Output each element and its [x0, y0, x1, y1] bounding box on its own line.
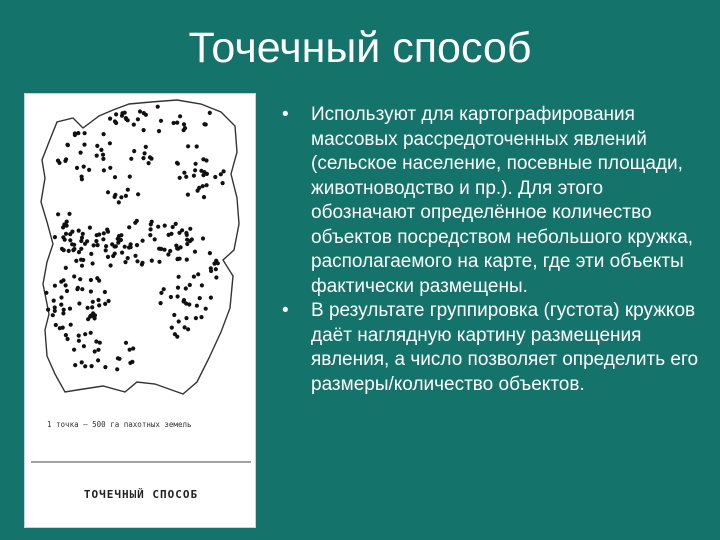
map-dot	[91, 261, 95, 265]
map-dot	[177, 231, 181, 235]
map-dot	[80, 360, 84, 364]
map-dot	[103, 365, 107, 369]
map-dot	[195, 144, 199, 148]
bullet-text: В результате группировка (густота) кружков даёт наглядную картину размещения явления, а число позволяет определить его размеры/количество объектов.	[311, 300, 699, 395]
map-dot	[143, 151, 147, 155]
map-dot	[95, 154, 99, 158]
map-dot	[119, 195, 123, 199]
map-dot	[104, 248, 108, 252]
map-dot	[174, 222, 178, 226]
map-dot	[77, 334, 81, 338]
map-dot	[135, 219, 139, 223]
map-dot	[72, 348, 76, 352]
map-dot	[65, 289, 69, 293]
map-dot	[208, 111, 212, 115]
map-dot	[209, 269, 213, 273]
map-legend: 1 точка — 500 га пахотных земель	[47, 420, 192, 429]
map-caption: ТОЧЕЧНЫЙ СПОСОБ	[83, 488, 199, 501]
map-dot	[193, 168, 197, 172]
map-dot	[72, 274, 76, 278]
map-dot	[163, 224, 167, 228]
map-dot	[213, 175, 217, 179]
map-dot	[80, 177, 84, 181]
map-dot	[91, 300, 95, 304]
map-dot	[108, 141, 112, 145]
map-dot	[124, 341, 128, 345]
map-dot	[153, 237, 157, 241]
map-dot	[178, 114, 182, 118]
map-dot	[194, 162, 198, 166]
bullet-item	[282, 299, 712, 397]
map-dot	[169, 295, 173, 299]
map-dot	[97, 303, 101, 307]
map-dot	[142, 128, 146, 132]
map-dot	[82, 143, 86, 147]
map-dot	[197, 186, 201, 190]
map-dot	[157, 247, 161, 251]
map-dot	[74, 259, 78, 263]
map-dot	[127, 225, 131, 229]
map-dot	[128, 348, 132, 352]
territory-outline	[41, 100, 239, 394]
map-dot	[176, 294, 180, 298]
map-dot	[128, 175, 132, 179]
map-dot	[208, 251, 212, 255]
map-dot	[104, 244, 108, 248]
map-dot	[61, 311, 65, 315]
map-dot	[89, 289, 93, 293]
dot-map-image	[24, 93, 256, 528]
map-dot	[110, 242, 114, 246]
map-dot	[90, 305, 94, 309]
map-dot	[99, 148, 103, 152]
map-dot	[88, 226, 92, 230]
map-dot	[109, 263, 113, 267]
map-dot	[156, 225, 160, 229]
map-dot	[123, 245, 127, 249]
map-dot	[68, 238, 72, 242]
map-dot	[77, 301, 81, 305]
map-dot	[98, 341, 102, 345]
map-dot	[132, 123, 136, 127]
map-dot	[185, 233, 189, 237]
map-dot	[201, 157, 205, 161]
map-dot	[92, 243, 96, 247]
map-dot	[72, 243, 76, 247]
map-dot	[53, 309, 57, 313]
map-dot	[167, 233, 171, 237]
map-dot	[113, 195, 117, 199]
map-dot	[135, 243, 139, 247]
map-dot	[94, 239, 98, 243]
map-dot	[174, 244, 178, 248]
map-dot	[176, 257, 180, 261]
map-dot	[96, 243, 100, 247]
bullet-marker: •	[282, 300, 289, 321]
map-dot	[69, 323, 73, 327]
map-dot	[54, 323, 58, 327]
map-dot	[111, 254, 115, 258]
map-dot	[106, 190, 110, 194]
map-dot	[157, 129, 161, 133]
map-dot	[68, 232, 72, 236]
map-dot	[101, 237, 105, 241]
map-dot	[141, 156, 145, 160]
bullet-item	[282, 103, 712, 299]
bullet-marker: •	[282, 104, 289, 125]
map-dot	[184, 286, 188, 290]
map-dot	[214, 275, 218, 279]
map-dot	[119, 233, 123, 237]
map-dot	[144, 145, 148, 149]
map-dot	[135, 259, 139, 263]
map-dot	[106, 255, 110, 259]
map-dot	[136, 192, 140, 196]
map-dot	[63, 238, 67, 242]
map-dot	[89, 252, 93, 256]
map-dot	[78, 277, 82, 281]
map-dot	[90, 364, 94, 368]
map-dot	[138, 109, 142, 113]
map-dot	[185, 238, 189, 242]
map-dot	[131, 346, 135, 350]
map-dot	[126, 188, 130, 192]
map-dot	[93, 313, 97, 317]
map-dot	[114, 112, 118, 116]
map-dot	[173, 332, 177, 336]
map-dot	[205, 183, 209, 187]
map-dot	[82, 165, 86, 169]
bullet-list	[282, 103, 712, 397]
map-dot	[108, 117, 112, 121]
map-dot	[83, 332, 87, 336]
map-dot	[147, 161, 151, 165]
map-dot	[171, 225, 175, 229]
map-dot	[102, 132, 106, 136]
map-dot	[124, 117, 128, 121]
map-dot	[130, 360, 134, 364]
map-dot	[175, 121, 179, 125]
map-dot	[60, 247, 64, 251]
map-dot	[170, 326, 174, 330]
map-dot	[67, 212, 71, 216]
map-dot	[102, 168, 106, 172]
map-dot	[120, 251, 124, 255]
map-dot	[221, 181, 225, 185]
map-dot	[192, 275, 196, 279]
map-dot	[148, 155, 152, 159]
map-dot	[184, 316, 188, 320]
map-dot	[97, 279, 101, 283]
map-dot	[59, 303, 63, 307]
map-dot	[204, 307, 208, 311]
map-dot	[101, 157, 105, 161]
map-dot	[204, 122, 208, 126]
map-dot	[113, 175, 117, 179]
map-dot	[123, 111, 127, 115]
map-dot	[73, 363, 77, 367]
map-dot	[177, 275, 181, 279]
map-dot	[97, 232, 101, 236]
map-dot	[81, 232, 85, 236]
map-dot	[196, 272, 200, 276]
map-dot	[83, 242, 87, 246]
map-dot	[83, 131, 87, 135]
map-dot	[79, 239, 83, 243]
map-dot	[198, 296, 202, 300]
map-dot	[81, 258, 85, 262]
map-dot	[53, 284, 57, 288]
map-dot	[168, 249, 172, 253]
map-dot	[188, 227, 192, 231]
map-dot	[195, 304, 199, 308]
map-dot	[107, 299, 111, 303]
map-dot	[156, 105, 160, 109]
map-dot	[214, 267, 218, 271]
map-dot	[209, 296, 213, 300]
map-dot	[162, 287, 166, 291]
map-dot	[175, 161, 179, 165]
map-dot	[141, 239, 145, 243]
map-dot	[96, 298, 100, 302]
map-dot	[61, 278, 65, 282]
map-dot	[188, 283, 192, 287]
map-dot	[199, 169, 203, 173]
map-dot	[86, 306, 90, 310]
map-dot	[194, 316, 198, 320]
map-dot	[108, 166, 112, 170]
map-dot	[176, 286, 180, 290]
map-dot	[64, 333, 68, 337]
map-dot	[68, 307, 72, 311]
map-dot	[184, 175, 188, 179]
map-dot	[117, 200, 121, 204]
map-dot	[103, 302, 107, 306]
dot-layer	[44, 105, 225, 372]
map-dot	[150, 259, 154, 263]
map-dot	[192, 174, 196, 178]
map-dot	[219, 172, 223, 176]
map-dot	[183, 126, 187, 130]
map-dot	[205, 172, 209, 176]
map-dot	[200, 283, 204, 287]
map-dot	[87, 168, 91, 172]
map-dot	[52, 299, 56, 303]
map-dot	[177, 319, 181, 323]
map-dot	[115, 367, 119, 371]
map-dot	[96, 348, 100, 352]
map-dot	[133, 254, 137, 258]
map-dot	[53, 235, 57, 239]
map-dot	[214, 259, 218, 263]
map-dot	[64, 232, 68, 236]
map-dot	[102, 231, 106, 235]
map-dot	[44, 291, 48, 295]
map-dot	[162, 248, 166, 252]
map-dot	[65, 143, 69, 147]
map-dot	[103, 290, 107, 294]
map-dot	[116, 356, 120, 360]
slide-title: Точечный способ	[188, 24, 532, 72]
bullet-text: Используют для картографирования массовых рассредоточенных явлений (сельское население, посевные площади, животноводство и пр.). Для этого обозначают определённое количество объектов посредством небольшого кружка, располагаемого на карте, где эти объекты фактически размещены.	[311, 104, 694, 297]
map-dot	[79, 151, 83, 155]
map-dot	[71, 248, 75, 252]
map-dot	[101, 153, 105, 157]
map-dot	[77, 339, 81, 343]
map-dot	[64, 283, 68, 287]
map-dot	[159, 301, 163, 305]
map-dot	[77, 250, 81, 254]
map-dot	[185, 242, 189, 246]
map-dot	[67, 249, 71, 253]
map-dot	[59, 295, 63, 299]
map-dot	[132, 149, 136, 153]
map-dot	[201, 236, 205, 240]
map-dot	[95, 144, 99, 148]
map-dot	[136, 117, 140, 121]
map-dot	[62, 222, 66, 226]
map-dot	[129, 242, 133, 246]
map-dot	[148, 233, 152, 237]
map-dot	[190, 237, 194, 241]
map-dot	[61, 326, 65, 330]
map-dot	[89, 278, 93, 282]
map-dot	[82, 344, 86, 348]
map-dot	[76, 286, 80, 290]
map-dot	[51, 313, 55, 317]
map-dot	[77, 229, 81, 233]
map-dot	[184, 301, 188, 305]
map-dot	[202, 195, 206, 199]
map-dot	[64, 157, 68, 161]
map-dot	[172, 121, 176, 125]
map-dot	[159, 291, 163, 295]
map-dot	[86, 317, 90, 321]
map-dot	[106, 230, 110, 234]
map-dot	[178, 176, 182, 180]
map-dot	[46, 308, 50, 312]
map-dot	[83, 364, 87, 368]
map-dot	[64, 266, 68, 270]
map-dot	[80, 264, 84, 268]
map-dot	[56, 159, 60, 163]
map-dot	[185, 258, 189, 262]
map-dot	[89, 331, 93, 335]
map-dot	[62, 308, 66, 312]
map-dot	[149, 222, 153, 226]
map-dot	[186, 193, 190, 197]
map-dot	[119, 238, 123, 242]
map-dot	[129, 157, 133, 161]
map-dot	[96, 358, 100, 362]
map-dot	[182, 122, 186, 126]
map-dot	[159, 119, 163, 123]
map-dot	[172, 313, 176, 317]
map-dot	[66, 337, 70, 341]
map-dot	[114, 121, 118, 125]
map-dot	[75, 166, 79, 170]
map-dot	[140, 261, 144, 265]
dot-map-drawing	[25, 94, 257, 529]
map-dot	[124, 194, 128, 198]
map-dot	[56, 212, 60, 216]
map-dot	[142, 111, 146, 115]
map-dot	[76, 131, 80, 135]
map-dot	[93, 349, 97, 353]
map-dot	[182, 171, 186, 175]
map-dot	[123, 260, 127, 264]
map-dot	[157, 260, 161, 264]
map-dot	[80, 287, 84, 291]
map-dot	[183, 325, 187, 329]
map-dot	[193, 250, 197, 254]
map-dot	[126, 256, 130, 260]
map-dot	[186, 144, 190, 148]
map-dot	[149, 227, 153, 231]
map-dot	[199, 315, 203, 319]
